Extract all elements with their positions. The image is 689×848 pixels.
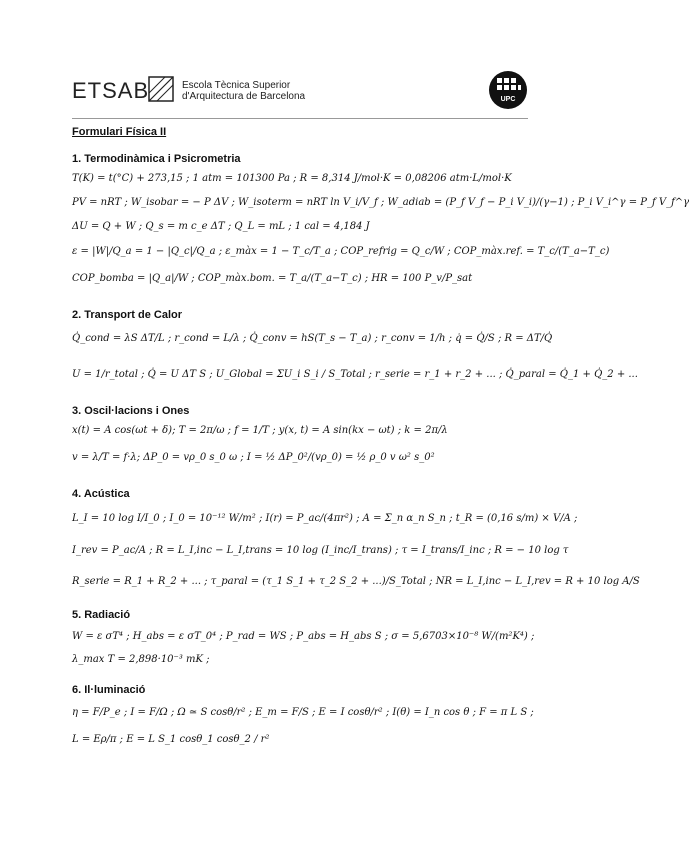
- upc-logo-icon: [488, 70, 528, 110]
- formula-line: W = ε σT⁴ ; H_abs = ε σT_0⁴ ; P_rad = WS ; P_abs = H_abs S ; σ = 5,6703×10⁻⁸ W/(m²K⁴) ;: [72, 631, 535, 642]
- formula-line: v = λ/T = f·λ; ΔP_0 = vρ_0 s_0 ω ; I = ½ ΔP_0²/(vρ_0) = ½ ρ_0 v ω² s_0²: [72, 452, 435, 463]
- section-heading-lighting: 6. Il·luminació: [72, 684, 146, 696]
- etsab-logo-icon: [148, 76, 174, 102]
- section-heading-acoustics: 4. Acústica: [72, 488, 130, 500]
- section-heading-waves: 3. Oscil·lacions i Ones: [72, 405, 190, 417]
- formula-line: λ_max T = 2,898·10⁻³ mK ;: [72, 654, 210, 665]
- formula-line: L_I = 10 log I/I_0 ; I_0 = 10⁻¹² W/m² ; I(r) = P_ac/(4πr²) ; A = Σ_n α_n S_n ; t_R = (0,16 s/m) × V/A ;: [72, 513, 578, 524]
- header-divider: [72, 118, 528, 119]
- formula-line: I_rev = P_ac/A ; R = L_I,inc − L_I,trans = 10 log (I_inc/I_trans) ; τ = I_trans/I_inc ; R = − 10 log τ: [72, 545, 569, 556]
- section-heading-radiation: 5. Radiació: [72, 609, 131, 621]
- header: [72, 70, 528, 110]
- page-title: Formulari Física II: [72, 126, 167, 138]
- formula-line: ε = |W|/Q_a = 1 − |Q_c|/Q_a ; ε_màx = 1 − T_c/T_a ; COP_refrig = Q_c/W ; COP_màx.ref. = T_c/(T_a−T_c): [72, 246, 610, 257]
- formula-line: PV = nRT ; W_isobar = − P ΔV ; W_isoterm = nRT ln V_i/V_f ; W_adiab = (P_f V_f − P_i V_i)/(γ−1) ; P_i V_i^γ = P_f V_f^γ: [72, 197, 689, 208]
- formula-line: R_serie = R_1 + R_2 + ... ; τ_paral = (τ_1 S_1 + τ_2 S_2 + ...)/S_Total ; NR = L_I,inc − L_I,rev = R + 10 log A/S: [72, 576, 640, 587]
- formula-line: Q̇_cond = λS ΔT/L ; r_cond = L/λ ; Q̇_conv = hS(T_s − T_a) ; r_conv = 1/h ; q̇ = Q̇/S ; R = ΔT/Q̇: [72, 333, 553, 344]
- section-heading-heat: 2. Transport de Calor: [72, 309, 183, 321]
- school-line-1: Escola Tècnica Superior: [182, 80, 291, 91]
- formula-line: U = 1/r_total ; Q̇ = U ΔT S ; U_Global = ΣU_i S_i / S_Total ; r_serie = r_1 + r_2 + ... ; Q̇_paral = Q̇_1 + Q̇_2 + ...: [72, 369, 638, 380]
- formula-line: ΔU = Q + W ; Q_s = m c_e ΔT ; Q_L = mL ; 1 cal = 4,184 J: [72, 221, 370, 232]
- school-line-2: d'Arquitectura de Barcelona: [182, 91, 306, 102]
- formula-line: x(t) = A cos(ωt + δ); T = 2π/ω ; f = 1/T ; y(x, t) = A sin(kx − ωt) ; k = 2π/λ: [72, 425, 448, 436]
- formula-line: T(K) = t(°C) + 273,15 ; 1 atm = 101300 Pa ; R = 8,314 J/mol·K = 0,08206 atm·L/mol·K: [72, 173, 512, 184]
- section-heading-thermo: 1. Termodinàmica i Psicrometria: [72, 153, 241, 165]
- formula-line: COP_bomba = |Q_a|/W ; COP_màx.bom. = T_a/(T_a−T_c) ; HR = 100 P_v/P_sat: [72, 273, 473, 284]
- school-name: [182, 80, 305, 102]
- etsab-logo-text: ETSAB: [72, 78, 150, 103]
- formula-line: L = Eρ/π ; E = L S_1 cosθ_1 cosθ_2 / r²: [72, 734, 270, 745]
- formula-line: η = F/P_e ; I = F/Ω ; Ω ≃ S cosθ/r² ; E_m = F/S ; E = I cosθ/r² ; I(θ) = I_n cos θ ; F = π L S ;: [72, 707, 534, 718]
- upc-logo-text: UPC: [500, 96, 516, 103]
